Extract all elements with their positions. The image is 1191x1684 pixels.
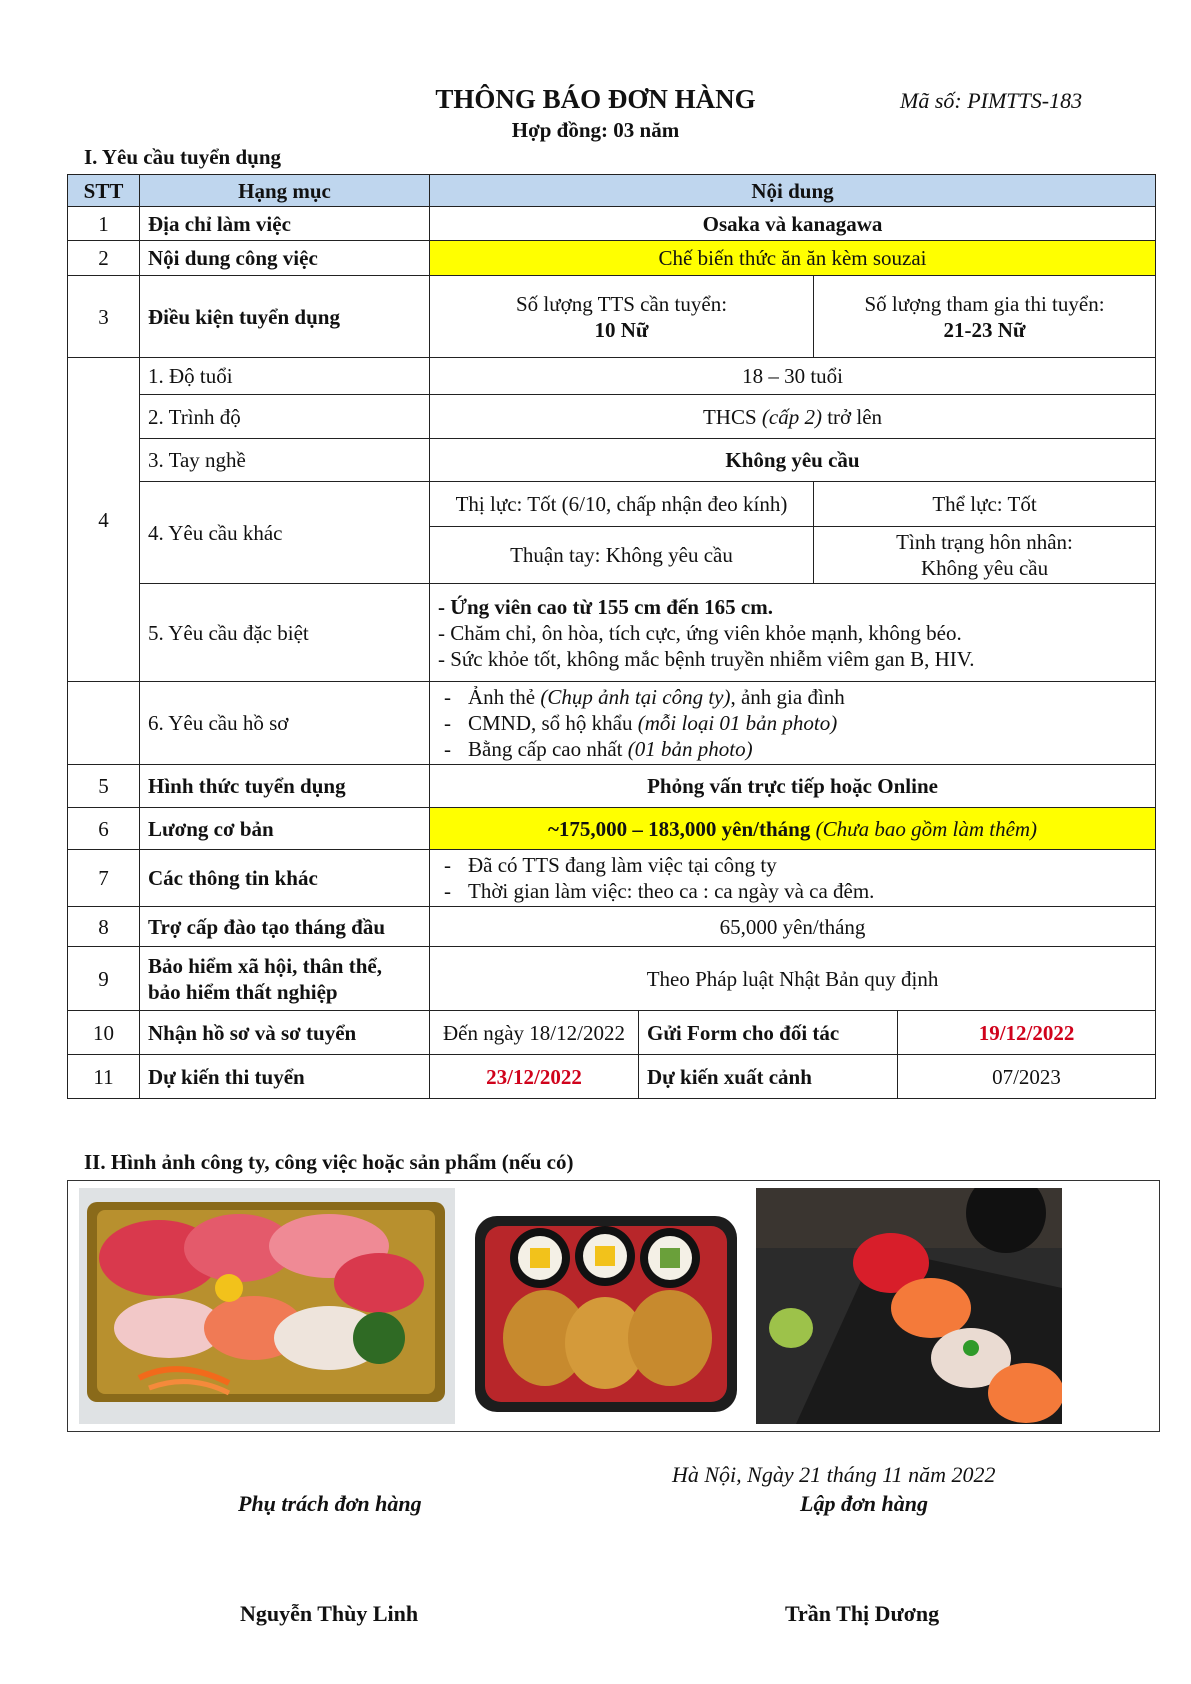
sashimi-photo xyxy=(79,1188,455,1424)
skill-label: 3. Tay nghề xyxy=(140,439,430,482)
row-stt: 11 xyxy=(68,1055,140,1099)
row-stt: 1 xyxy=(68,207,140,241)
document-title: THÔNG BÁO ĐƠN HÀNG xyxy=(435,84,756,114)
marital-status-text: Không yêu cầu xyxy=(920,556,1049,580)
insurance-line: Bảo hiểm xã hội, thân thể, xyxy=(148,953,382,978)
table-row xyxy=(68,682,1156,765)
list-item: - Bằng cấp cao nhất (01 bản photo) xyxy=(444,737,753,761)
send-form-label: Gửi Form cho đối tác xyxy=(639,1011,898,1055)
table-row xyxy=(68,1055,1156,1099)
doc-text: , ảnh gia đình xyxy=(730,685,845,709)
section-1-heading: I. Yêu cầu tuyển dụng xyxy=(84,145,282,169)
exam-quantity xyxy=(814,276,1156,358)
age-label: 1. Độ tuổi xyxy=(140,358,430,395)
exam-quantity-value: 21-23 Nữ xyxy=(943,317,1026,342)
table-row xyxy=(68,241,1156,276)
row-item xyxy=(140,947,430,1011)
departure-label: Dự kiến xuất cảnh xyxy=(639,1055,898,1099)
special-line: - Ứng viên cao từ 155 cm đến 165 cm. xyxy=(438,594,773,619)
row-stt: 3 xyxy=(68,276,140,358)
table-row xyxy=(68,850,1156,907)
row-content: Theo Pháp luật Nhật Bản quy định xyxy=(430,947,1156,1011)
special-line: - Chăm chỉ, ôn hòa, tích cực, ứng viên khỏe mạnh, không béo. xyxy=(438,620,962,645)
order-code: Mã số: PIMTTS-183 xyxy=(900,88,1083,113)
row-stt: 10 xyxy=(68,1011,140,1055)
table-row xyxy=(68,207,1156,241)
table-row xyxy=(68,765,1156,808)
skill-value: Không yêu cầu xyxy=(430,439,1156,482)
row-item: Các thông tin khác xyxy=(140,850,430,907)
table-row xyxy=(68,1011,1156,1055)
row-item: Dự kiến thi tuyển xyxy=(140,1055,430,1099)
table-row xyxy=(68,395,1156,439)
departure-date: 07/2023 xyxy=(898,1055,1156,1099)
order-manager-role: Phụ trách đơn hàng xyxy=(238,1491,422,1516)
header-item: Hạng mục xyxy=(140,175,430,207)
other-info-value xyxy=(430,850,1156,907)
table-row xyxy=(68,358,1156,395)
trainee-quantity-value: 10 Nữ xyxy=(594,317,649,342)
salary-value xyxy=(430,808,1156,850)
table-row xyxy=(68,482,1156,527)
header-stt: STT xyxy=(68,175,140,207)
education-value-a: THCS xyxy=(702,404,757,429)
special-line: - Sức khỏe tốt, không mắc bệnh truyền nhiễm viêm gan B, HIV. xyxy=(438,646,975,671)
contract-term: Hợp đồng: 03 năm xyxy=(511,118,680,142)
doc-text: Ảnh thẻ xyxy=(468,685,536,709)
row-content: Osaka và kanagawa xyxy=(430,207,1156,241)
header-content: Nội dung xyxy=(430,175,1156,207)
table-header-row xyxy=(68,175,1156,207)
list-item: - Đã có TTS đang làm việc tại công ty xyxy=(444,853,777,877)
documents-value xyxy=(430,682,1156,765)
row-item: Trợ cấp đào tạo tháng đầu xyxy=(140,907,430,947)
exam-quantity-label: Số lượng tham gia thi tuyển: xyxy=(864,291,1105,316)
doc-note: (mỗi loại 01 bản photo) xyxy=(637,711,838,735)
info-text: Đã có TTS đang làm việc tại công ty xyxy=(468,853,777,877)
trainee-quantity xyxy=(430,276,814,358)
doc-text: Bằng cấp cao nhất xyxy=(468,737,623,761)
special-requirements-label: 5. Yêu cầu đặc biệt xyxy=(140,584,430,682)
marital-status-label: Tình trạng hôn nhân: xyxy=(896,530,1073,554)
row-stt: 9 xyxy=(68,947,140,1011)
row-stt: 2 xyxy=(68,241,140,276)
product-photos xyxy=(67,1180,1160,1432)
nigiri-photo xyxy=(756,1188,1062,1424)
row-item: Địa chỉ làm việc xyxy=(140,207,430,241)
row-item: Lương cơ bản xyxy=(140,808,430,850)
documents-label: 6. Yêu cầu hồ sơ xyxy=(140,682,430,765)
table-row xyxy=(68,584,1156,682)
row-content: Phỏng vấn trực tiếp hoặc Online xyxy=(430,765,1156,808)
signature-date: Hà Nội, Ngày 21 tháng 11 năm 2022 xyxy=(672,1462,996,1487)
row-stt: 6 xyxy=(68,808,140,850)
list-item: - Ảnh thẻ (Chụp ảnh tại công ty), ảnh gia đình xyxy=(444,685,845,709)
order-creator-role: Lập đơn hàng xyxy=(800,1491,928,1516)
handedness-value: Thuận tay: Không yêu cầu xyxy=(430,527,814,584)
doc-note: (01 bản photo) xyxy=(627,737,753,761)
special-requirements-value xyxy=(430,584,1156,682)
marital-status-value xyxy=(814,527,1156,584)
table-row xyxy=(68,276,1156,358)
other-requirements-label: 4. Yêu cầu khác xyxy=(140,482,430,584)
salary-note: (Chưa bao gồm làm thêm) xyxy=(815,816,1038,841)
info-text: Thời gian làm việc: theo ca : ca ngày và ca đêm. xyxy=(468,879,875,903)
salary-amount: ~175,000 – 183,000 yên/tháng xyxy=(548,816,811,841)
row-content: 65,000 yên/tháng xyxy=(430,907,1156,947)
order-creator-name: Trần Thị Dương xyxy=(785,1601,940,1626)
table-row xyxy=(68,439,1156,482)
education-label: 2. Trình độ xyxy=(140,395,430,439)
row-stt: 5 xyxy=(68,765,140,808)
send-form-date: 19/12/2022 xyxy=(898,1011,1156,1055)
list-item: - CMND, sổ hộ khẩu (mỗi loại 01 bản photo) xyxy=(444,711,838,735)
exam-date: 23/12/2022 xyxy=(430,1055,639,1099)
sushi-box-photo xyxy=(455,1188,755,1424)
row-stt: 7 xyxy=(68,850,140,907)
table-row xyxy=(68,907,1156,947)
row-stt: 4 xyxy=(68,358,140,682)
doc-text: CMND, sổ hộ khẩu xyxy=(468,711,633,735)
section-2-heading: II. Hình ảnh công ty, công việc hoặc sản phẩm (nếu có) xyxy=(84,1150,574,1174)
list-item: - Thời gian làm việc: theo ca : ca ngày và ca đêm. xyxy=(444,879,875,903)
education-value-c: trở lên xyxy=(827,404,883,429)
age-value: 18 – 30 tuổi xyxy=(430,358,1156,395)
row-stt: 8 xyxy=(68,907,140,947)
education-value-b: (cấp 2) xyxy=(761,404,822,429)
row-item: Điều kiện tuyển dụng xyxy=(140,276,430,358)
fitness-value: Thể lực: Tốt xyxy=(814,482,1156,527)
order-manager-name: Nguyễn Thùy Linh xyxy=(240,1601,419,1626)
trainee-quantity-label: Số lượng TTS cần tuyển: xyxy=(515,291,728,316)
vision-value: Thị lực: Tốt (6/10, chấp nhận đeo kính) xyxy=(430,482,814,527)
table-row xyxy=(68,947,1156,1011)
application-deadline: Đến ngày 18/12/2022 xyxy=(430,1011,639,1055)
doc-note: (Chụp ảnh tại công ty) xyxy=(540,685,731,709)
requirements-table xyxy=(67,174,1156,1099)
insurance-line: bảo hiểm thất nghiệp xyxy=(148,979,338,1004)
table-row xyxy=(68,808,1156,850)
row-item: Hình thức tuyển dụng xyxy=(140,765,430,808)
education-value xyxy=(430,395,1156,439)
row-item: Nhận hồ sơ và sơ tuyển xyxy=(140,1011,430,1055)
row-item: Nội dung công việc xyxy=(140,241,430,276)
row-content: Chế biến thức ăn ăn kèm souzai xyxy=(430,241,1156,276)
